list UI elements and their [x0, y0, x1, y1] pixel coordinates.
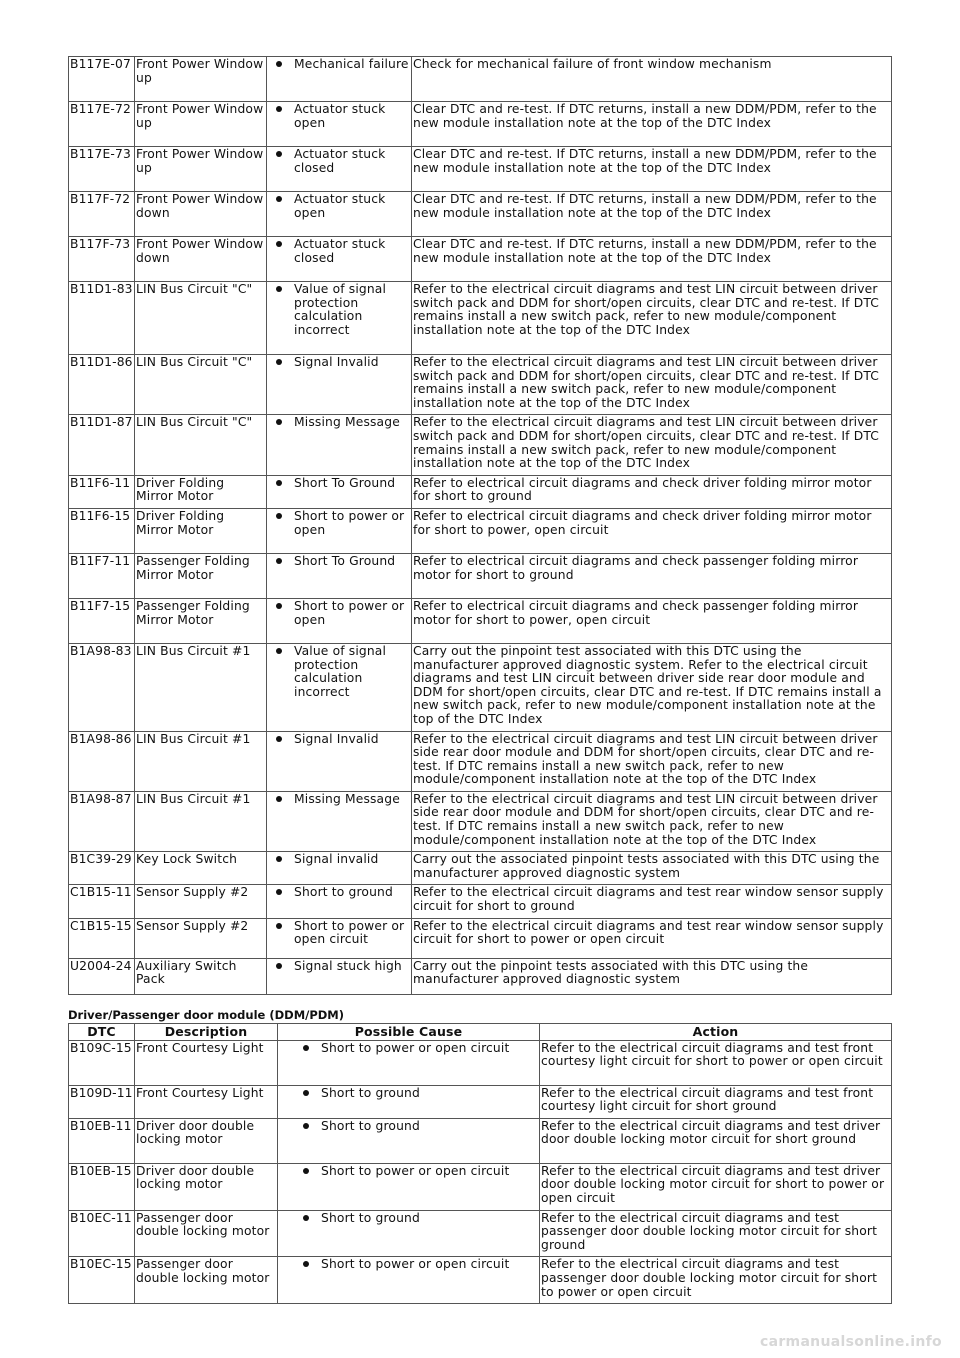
table-row: [69, 147, 892, 192]
table-row: [69, 508, 892, 553]
possible-cause-text: Short to power or open circuit: [294, 918, 405, 947]
dtc-action: Clear DTC and re-test. If DTC returns, install a new DDM/PDM, refer to the new module installation note at the top of the DTC Index: [412, 192, 892, 237]
possible-cause: [267, 598, 412, 643]
dtc-code: B11D1-83: [69, 282, 135, 355]
possible-cause: [278, 1118, 540, 1163]
table-row: [69, 1210, 892, 1257]
table-row: [69, 1257, 892, 1304]
table-row: [69, 415, 892, 475]
table-row: [69, 918, 892, 958]
dtc-code: B1C39-29: [69, 852, 135, 885]
dtc-description: Front Power Window down: [135, 192, 267, 237]
dtc-description: Passenger Folding Mirror Motor: [135, 598, 267, 643]
possible-cause-text: Value of signal protection calculation incorrect: [294, 643, 387, 699]
bullet-icon: [276, 648, 282, 654]
dtc-code: B10EC-11: [69, 1210, 135, 1257]
bullet-icon: [276, 286, 282, 292]
possible-cause: [267, 791, 412, 851]
dtc-code: B109D-11: [69, 1085, 135, 1118]
column-header-description: Description: [135, 1023, 278, 1040]
dtc-action: Refer to the electrical circuit diagrams and test passenger door double locking motor circuit for short to power or open circuit: [540, 1257, 892, 1304]
bullet-icon: [303, 1215, 309, 1221]
possible-cause: [267, 475, 412, 508]
possible-cause: [278, 1163, 540, 1210]
possible-cause: [267, 237, 412, 282]
dtc-description: Front Power Window up: [135, 102, 267, 147]
possible-cause-text: Short To Ground: [294, 475, 396, 490]
bullet-icon: [303, 1168, 309, 1174]
possible-cause: [267, 918, 412, 958]
possible-cause: [267, 355, 412, 415]
dtc-description: LIN Bus Circuit #1: [135, 731, 267, 791]
bullet-icon: [276, 603, 282, 609]
possible-cause-text: Short To Ground: [294, 553, 396, 568]
bullet-icon: [303, 1090, 309, 1096]
dtc-action: Carry out the associated pinpoint tests associated with this DTC using the manufacturer approved diagnostic system: [412, 852, 892, 885]
possible-cause-text: Short to ground: [294, 885, 393, 900]
table-row: [69, 1040, 892, 1085]
table-row: [69, 237, 892, 282]
table-row: [69, 102, 892, 147]
dtc-code: B117F-73: [69, 237, 135, 282]
dtc-description: LIN Bus Circuit #1: [135, 791, 267, 851]
table-row: [69, 475, 892, 508]
possible-cause-text: Short to ground: [321, 1210, 420, 1225]
bullet-icon: [276, 856, 282, 862]
possible-cause: [267, 885, 412, 918]
dtc-code: B1A98-86: [69, 731, 135, 791]
dtc-action: Refer to electrical circuit diagrams and check driver folding mirror motor for short to ground: [412, 475, 892, 508]
table-row: [69, 852, 892, 885]
possible-cause-text: Short to power or open circuit: [321, 1040, 510, 1055]
dtc-code: B10EB-11: [69, 1118, 135, 1163]
dtc-description: Front Power Window down: [135, 237, 267, 282]
table-row: [69, 885, 892, 918]
dtc-action: Carry out the pinpoint test associated with this DTC using the manufacturer approved diagnostic system. Refer to the electrical circuit diagrams and test LIN circuit between driver side rear door module and DDM for short/open circuits, clear DTC and re-test. If DTC remains install a new switch pack, refer to new module/component installation note at the top of the DTC Index: [412, 643, 892, 731]
document-page: [68, 56, 891, 1304]
dtc-action: Refer to the electrical circuit diagrams and test rear window sensor supply circuit for short to power or open circuit: [412, 918, 892, 958]
dtc-code: B1A98-83: [69, 643, 135, 731]
table-row: [69, 553, 892, 598]
possible-cause-text: Actuator stuck closed: [294, 147, 386, 175]
dtc-code: C1B15-15: [69, 918, 135, 958]
bullet-icon: [276, 513, 282, 519]
bullet-icon: [276, 241, 282, 247]
possible-cause-text: Missing Message: [294, 791, 400, 806]
dtc-code: B10EB-15: [69, 1163, 135, 1210]
possible-cause-text: Signal Invalid: [294, 731, 379, 746]
possible-cause-text: Short to power or open circuit: [321, 1163, 510, 1178]
bullet-icon: [276, 480, 282, 486]
dtc-action: Refer to the electrical circuit diagrams and test driver door double locking motor circuit for short ground: [540, 1118, 892, 1163]
bullet-icon: [276, 106, 282, 112]
dtc-action: Refer to the electrical circuit diagrams and test LIN circuit between driver switch pack and DDM for short/open circuits, clear DTC and re-test. If DTC remains install a new switch pack, refer to new module/component installation note at the top of the DTC Index: [412, 415, 892, 475]
table-row: [69, 355, 892, 415]
dtc-action: Check for mechanical failure of front window mechanism: [412, 57, 892, 102]
possible-cause: [278, 1210, 540, 1257]
possible-cause: [267, 57, 412, 102]
dtc-code: B11F6-15: [69, 508, 135, 553]
dtc-code: B117E-72: [69, 102, 135, 147]
dtc-action: Refer to electrical circuit diagrams and check driver folding mirror motor for short to power, open circuit: [412, 508, 892, 553]
dtc-description: LIN Bus Circuit #1: [135, 643, 267, 731]
dtc-action: Refer to the electrical circuit diagrams and test LIN circuit between driver switch pack and DDM for short/open circuits, clear DTC and re-test. If DTC remains install a new switch pack, refer to new module/component installation note at the top of the DTC Index: [412, 355, 892, 415]
dtc-description: Front Power Window up: [135, 147, 267, 192]
dtc-description: Passenger Folding Mirror Motor: [135, 553, 267, 598]
watermark-text: carmanualsonline.info: [760, 1334, 942, 1350]
dtc-code: B117E-73: [69, 147, 135, 192]
possible-cause-text: Actuator stuck closed: [294, 237, 386, 265]
possible-cause-text: Short to power or open: [294, 598, 405, 627]
dtc-description: Auxiliary Switch Pack: [135, 958, 267, 994]
dtc-description: LIN Bus Circuit "C": [135, 415, 267, 475]
possible-cause: [278, 1040, 540, 1085]
dtc-action: Refer to electrical circuit diagrams and check passenger folding mirror motor for short to ground: [412, 553, 892, 598]
dtc-action: Clear DTC and re-test. If DTC returns, install a new DDM/PDM, refer to the new module installation note at the top of the DTC Index: [412, 147, 892, 192]
dtc-action: Refer to electrical circuit diagrams and check passenger folding mirror motor for short to power, open circuit: [412, 598, 892, 643]
bullet-icon: [276, 61, 282, 67]
dtc-code: B117F-72: [69, 192, 135, 237]
dtc-action: Refer to the electrical circuit diagrams and test front courtesy light circuit for short ground: [540, 1085, 892, 1118]
possible-cause-text: Short to ground: [321, 1118, 420, 1133]
dtc-code: B10EC-15: [69, 1257, 135, 1304]
table-row: [69, 598, 892, 643]
dtc-code: C1B15-11: [69, 885, 135, 918]
dtc-description: Driver Folding Mirror Motor: [135, 508, 267, 553]
column-header-possible-cause: Possible Cause: [278, 1023, 540, 1040]
dtc-description: Driver door double locking motor: [135, 1118, 278, 1163]
dtc-action: Clear DTC and re-test. If DTC returns, install a new DDM/PDM, refer to the new module installation note at the top of the DTC Index: [412, 237, 892, 282]
dtc-code: B11F7-15: [69, 598, 135, 643]
possible-cause-text: Actuator stuck open: [294, 102, 386, 130]
possible-cause: [267, 852, 412, 885]
dtc-code: B1A98-87: [69, 791, 135, 851]
table-row: [69, 282, 892, 355]
bullet-icon: [276, 196, 282, 202]
dtc-action: Refer to the electrical circuit diagrams and test LIN circuit between driver side rear door module and DDM for short/open circuits, clear DTC and re-test. If DTC remains install a new switch pack, refer to new module/component installation note at the top of the DTC Index: [412, 791, 892, 851]
table-row: [69, 1118, 892, 1163]
bullet-icon: [276, 963, 282, 969]
possible-cause: [267, 102, 412, 147]
possible-cause: [267, 643, 412, 731]
dtc-action: Refer to the electrical circuit diagrams and test LIN circuit between driver switch pack and DDM for short/open circuits, clear DTC and re-test. If DTC remains install a new switch pack, refer to new module/component installation note at the top of the DTC Index: [412, 282, 892, 355]
dtc-description: Front Courtesy Light: [135, 1085, 278, 1118]
table-row: [69, 958, 892, 994]
possible-cause: [267, 958, 412, 994]
bullet-icon: [276, 419, 282, 425]
dtc-description: Driver door double locking motor: [135, 1163, 278, 1210]
possible-cause-text: Signal invalid: [294, 852, 379, 867]
dtc-code: B117E-07: [69, 57, 135, 102]
possible-cause: [267, 282, 412, 355]
dtc-code: U2004-24: [69, 958, 135, 994]
dtc-description: Driver Folding Mirror Motor: [135, 475, 267, 508]
dtc-table-1-body: [69, 57, 892, 995]
table-row: [69, 1085, 892, 1118]
dtc-action: Clear DTC and re-test. If DTC returns, install a new DDM/PDM, refer to the new module installation note at the top of the DTC Index: [412, 102, 892, 147]
possible-cause-text: Short to power or open circuit: [321, 1257, 510, 1272]
bullet-icon: [276, 923, 282, 929]
dtc-action: Refer to the electrical circuit diagrams and test rear window sensor supply circuit for short to ground: [412, 885, 892, 918]
column-header-dtc: DTC: [69, 1023, 135, 1040]
bullet-icon: [276, 151, 282, 157]
possible-cause: [267, 147, 412, 192]
table-row: [69, 57, 892, 102]
dtc-table-2: [68, 1023, 892, 1305]
possible-cause-text: Signal stuck high: [294, 958, 402, 973]
section-title: Driver/Passenger door module (DDM/PDM): [68, 1007, 345, 1022]
bullet-icon: [303, 1261, 309, 1267]
possible-cause: [267, 415, 412, 475]
bullet-icon: [276, 558, 282, 564]
bullet-icon: [303, 1045, 309, 1051]
dtc-description: Passenger door double locking motor: [135, 1257, 278, 1304]
dtc-code: B11F6-11: [69, 475, 135, 508]
table-row: [69, 731, 892, 791]
bullet-icon: [303, 1123, 309, 1129]
possible-cause: [278, 1085, 540, 1118]
possible-cause-text: Missing Message: [294, 415, 400, 430]
table-row: [69, 192, 892, 237]
dtc-code: B11D1-87: [69, 415, 135, 475]
dtc-description: LIN Bus Circuit "C": [135, 282, 267, 355]
possible-cause-text: Actuator stuck open: [294, 192, 386, 220]
table-row: [69, 791, 892, 851]
dtc-code: B11D1-86: [69, 355, 135, 415]
bullet-icon: [276, 889, 282, 895]
dtc-description: Key Lock Switch: [135, 852, 267, 885]
table-row: [69, 1163, 892, 1210]
dtc-table-1: [68, 56, 892, 995]
possible-cause-text: Mechanical failure: [294, 57, 409, 71]
possible-cause-text: Short to power or open: [294, 508, 405, 537]
bullet-icon: [276, 736, 282, 742]
column-header-action: Action: [540, 1023, 892, 1040]
dtc-action: Refer to the electrical circuit diagrams and test front courtesy light circuit for short to power or open circuit: [540, 1040, 892, 1085]
dtc-description: LIN Bus Circuit "C": [135, 355, 267, 415]
possible-cause: [267, 731, 412, 791]
dtc-code: B109C-15: [69, 1040, 135, 1085]
dtc-code: B11F7-11: [69, 553, 135, 598]
possible-cause-text: Value of signal protection calculation incorrect: [294, 282, 387, 337]
possible-cause: [267, 508, 412, 553]
bullet-icon: [276, 359, 282, 365]
dtc-action: Refer to the electrical circuit diagrams and test driver door double locking motor circuit for short to power or open circuit: [540, 1163, 892, 1210]
possible-cause: [267, 553, 412, 598]
dtc-description: Front Power Window up: [135, 57, 267, 102]
dtc-action: Refer to the electrical circuit diagrams and test passenger door double locking motor circuit for short ground: [540, 1210, 892, 1257]
possible-cause: [267, 192, 412, 237]
dtc-action: Refer to the electrical circuit diagrams and test LIN circuit between driver side rear door module and DDM for short/open circuits, clear DTC and re-test. If DTC remains install a new switch pack, refer to new module/component installation note at the top of the DTC Index: [412, 731, 892, 791]
bullet-icon: [276, 796, 282, 802]
dtc-description: Passenger door double locking motor: [135, 1210, 278, 1257]
possible-cause-text: Short to ground: [321, 1085, 420, 1100]
table-header-row: [69, 1023, 892, 1040]
dtc-action: Carry out the pinpoint tests associated with this DTC using the manufacturer approved diagnostic system: [412, 958, 892, 994]
possible-cause-text: Signal Invalid: [294, 355, 379, 369]
possible-cause: [278, 1257, 540, 1304]
dtc-description: Sensor Supply #2: [135, 918, 267, 958]
dtc-description: Sensor Supply #2: [135, 885, 267, 918]
dtc-description: Front Courtesy Light: [135, 1040, 278, 1085]
table-row: [69, 643, 892, 731]
